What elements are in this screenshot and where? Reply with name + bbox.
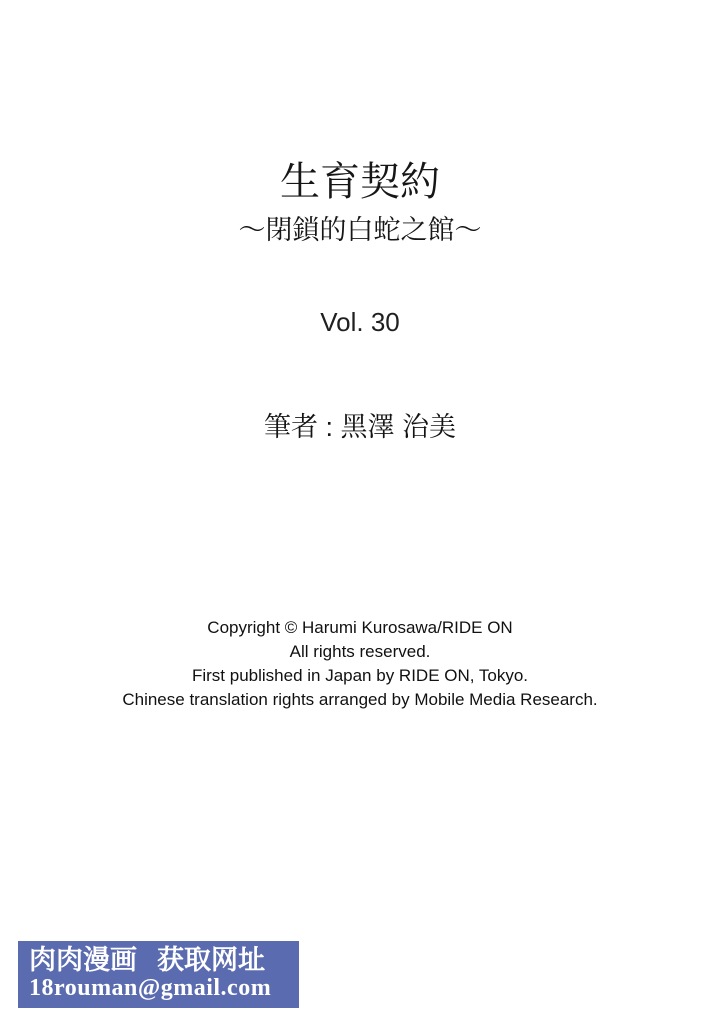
page-title: 生育契約 [280,160,440,204]
page-subtitle: ～閉鎖的白蛇之館～ [238,215,482,245]
watermark-banner [18,941,299,1008]
copyright-line-3: First published in Japan by RIDE ON, Tokyo. [191,666,529,685]
watermark-title-row [29,946,293,975]
author-line: 筆者 : 黑澤 治美 [263,412,456,442]
copyright-line-2: All rights reserved. [289,642,431,661]
copyright-line-1: Copyright © Harumi Kurosawa/RIDE ON [207,618,513,637]
watermark-tagline: 获取网址 [157,945,265,976]
watermark-email: 18rouman@gmail.com [29,975,272,1001]
copyright-notice [0,616,720,712]
watermark-site-name: 肉肉漫画 [29,945,137,976]
copyright-line-4: Chinese translation rights arranged by Mobile Media Research. [122,690,598,709]
volume-label: Vol. 30 [320,307,400,337]
